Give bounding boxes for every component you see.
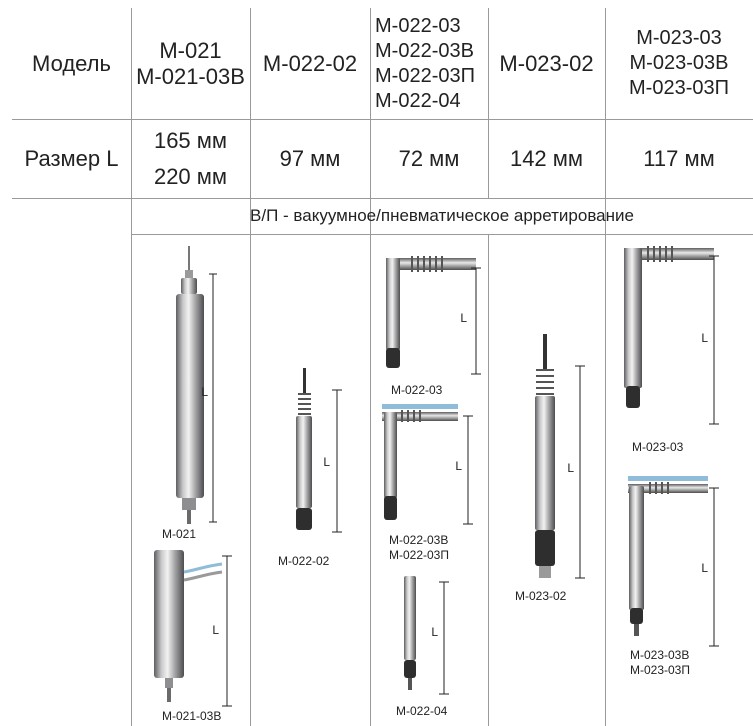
- caption-text: М-022-03П: [389, 548, 449, 562]
- caption-text: М-023-03: [632, 440, 684, 454]
- row-label-model-text: Модель: [32, 50, 111, 76]
- model-name: М-022-04: [375, 89, 461, 112]
- sensor-m022-02: [296, 368, 312, 530]
- model-name: М-022-03В: [375, 39, 474, 62]
- model-name: М-023-03В: [629, 52, 729, 74]
- model-name: М-023-02: [499, 50, 594, 76]
- caption-m023-03v: [630, 648, 690, 678]
- model-name: М-023-03: [636, 27, 722, 49]
- caption-text: М-022-04: [396, 704, 448, 718]
- dimension-label: L: [701, 331, 708, 345]
- model-name: М-022-03: [375, 14, 461, 37]
- dimension-m022-04: [431, 582, 449, 694]
- size-value: 117 мм: [643, 146, 715, 171]
- dimension-label: L: [460, 311, 467, 325]
- dimension-m023-03v: [701, 488, 719, 646]
- caption-m023-02: [515, 589, 566, 603]
- caption-text: М-022-03В: [389, 533, 449, 547]
- dimension-label: L: [455, 459, 462, 473]
- caption-m021: [162, 527, 196, 541]
- caption-text: М-023-03П: [630, 663, 690, 677]
- dimension-label: L: [323, 455, 330, 469]
- caption-text: М-022-03: [391, 383, 443, 397]
- caption-m021-03v: [162, 709, 221, 723]
- dimension-label: L: [212, 623, 219, 637]
- dimension-m022-03: [460, 268, 481, 374]
- caption-text: М-022-02: [278, 554, 330, 568]
- sensor-m021: [176, 246, 204, 524]
- caption-text: М-023-03В: [630, 648, 690, 662]
- model-name: М-021: [159, 37, 222, 63]
- model-name: М-022-02: [262, 50, 358, 76]
- sensor-m023-03: [624, 246, 714, 408]
- dimension-m022-03v: [455, 416, 473, 524]
- size-value: 220 мм: [153, 164, 228, 189]
- dimension-m021-03v: [212, 556, 232, 706]
- size-value: 165 мм: [153, 128, 228, 153]
- sensor-m023-02: [535, 334, 555, 578]
- model-name: М-021-03В: [136, 63, 245, 89]
- dimension-label: L: [431, 625, 438, 639]
- caption-text: М-023-02: [515, 589, 567, 603]
- caption-m022-03v: [389, 533, 449, 563]
- size-value: 72 мм: [398, 146, 460, 171]
- dimension-m023-03: [701, 256, 719, 424]
- dimension-m022-02: [323, 390, 342, 532]
- caption-text: М-021-03В: [162, 709, 222, 723]
- sensor-m023-03v: [628, 476, 708, 636]
- model-name: М-022-03П: [375, 64, 475, 87]
- sensor-m022-03v: [382, 404, 458, 520]
- model-name: М-023-03П: [629, 77, 729, 99]
- caption-m022-03: [391, 383, 442, 397]
- size-value: 142 мм: [509, 146, 584, 171]
- sensor-m022-04: [404, 576, 416, 690]
- caption-m022-04: [396, 704, 447, 718]
- dimension-label: L: [201, 385, 208, 399]
- caption-m022-02: [278, 554, 329, 568]
- row-label-size-text: Размер L: [24, 146, 119, 171]
- caption-m023-03: [632, 440, 683, 454]
- dimension-label: L: [701, 561, 708, 575]
- arrest-note-text: В/П - вакуумное/пневматическое арретирование: [250, 206, 634, 225]
- size-value: 97 мм: [279, 146, 341, 171]
- dimension-label: L: [567, 461, 574, 475]
- dimension-m023-02: [567, 366, 585, 578]
- caption-text: М-021: [162, 527, 197, 541]
